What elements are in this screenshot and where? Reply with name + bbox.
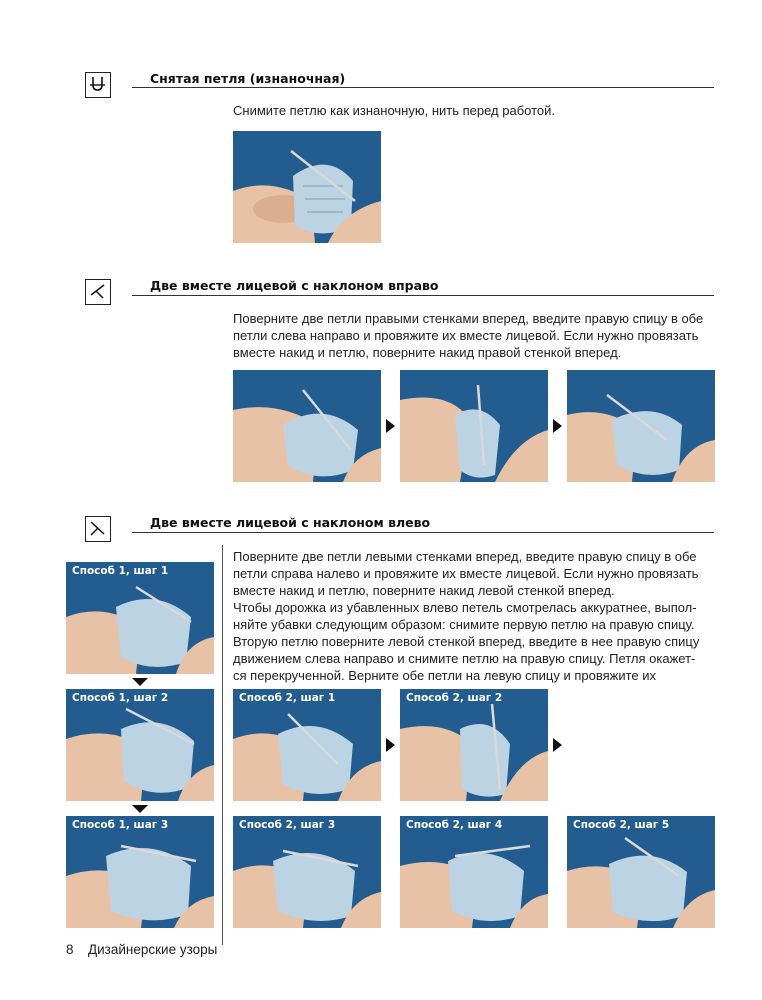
section-rule <box>132 295 714 296</box>
slip-stitch-text: Снимите петлю как изнаночную, нить перед работой. <box>233 103 555 118</box>
photo-caption: Способ 2, шаг 2 <box>406 692 503 704</box>
sequence-arrow-icon <box>553 419 562 433</box>
method2-step3-photo <box>233 816 381 928</box>
photo-caption: Способ 1, шаг 1 <box>72 565 169 577</box>
sequence-arrow-down-icon <box>132 805 148 813</box>
k2tog-right-photo-1 <box>233 370 381 482</box>
photo-caption: Способ 2, шаг 4 <box>406 819 503 831</box>
page-number: 8 <box>66 942 74 957</box>
section-rule <box>132 87 714 88</box>
method1-step2-photo <box>66 689 214 801</box>
column-divider <box>222 545 223 945</box>
slip-stitch-photo <box>233 131 381 243</box>
k2tog-right-text: Поверните две петли правыми стенками вперед, введите правую спицу в обе петли слева направо и провяжите их вместе лицевой. Если нужно провязать вместе накид и петлю, поверните накид правой стенкой вперед. <box>233 311 704 360</box>
method2-step5-photo <box>567 816 715 928</box>
method2-step1-photo <box>233 689 381 801</box>
method2-step4-photo <box>400 816 548 928</box>
k2tog-right-title: Две вместе лицевой с наклоном вправо <box>150 278 439 293</box>
photo-caption: Способ 2, шаг 1 <box>239 692 336 704</box>
method2-step2-photo <box>400 689 548 801</box>
photo-caption: Способ 1, шаг 2 <box>72 692 169 704</box>
photo-caption: Способ 2, шаг 3 <box>239 819 336 831</box>
photo-caption: Способ 1, шаг 3 <box>72 819 169 831</box>
k2tog-left-symbol-icon <box>85 516 111 542</box>
sequence-arrow-icon <box>553 738 562 752</box>
sequence-arrow-icon <box>386 738 395 752</box>
k2tog-left-text: Поверните две петли левыми стенками вперед, введите правую спицу в обе петли справа налево и провяжите их вместе лицевой. Если нужно провязать вместе накид и петлю, поверните накид левой стенкой вперед. Чтобы дорожка из убавленных влево петель смотрелась аккуратнее, выпол- няйте убавки следующим образом: снимите первую петлю на правую спицу. Вторую петлю поверните левой стенкой вперед, введите в нее правую спицу движением слева направо и снимите петлю на правую спицу. Петля окажет- ся перекрученной. Верните обе петли на левую спицу и провяжите их <box>233 549 700 683</box>
sequence-arrow-icon <box>386 419 395 433</box>
method1-step3-photo <box>66 816 214 928</box>
book-title: Дизайнерские узоры <box>88 942 218 957</box>
method1-step1-photo <box>66 562 214 674</box>
k2tog-right-photo-3 <box>567 370 715 482</box>
photo-caption: Способ 2, шаг 5 <box>573 819 670 831</box>
k2tog-right-symbol-icon <box>85 279 111 305</box>
slip-stitch-title: Снятая петля (изнаночная) <box>150 71 346 86</box>
slip-stitch-symbol-icon <box>85 72 111 98</box>
k2tog-right-photo-2 <box>400 370 548 482</box>
section-rule <box>132 532 714 533</box>
k2tog-left-title: Две вместе лицевой с наклоном влево <box>150 515 431 530</box>
sequence-arrow-down-icon <box>132 678 148 686</box>
